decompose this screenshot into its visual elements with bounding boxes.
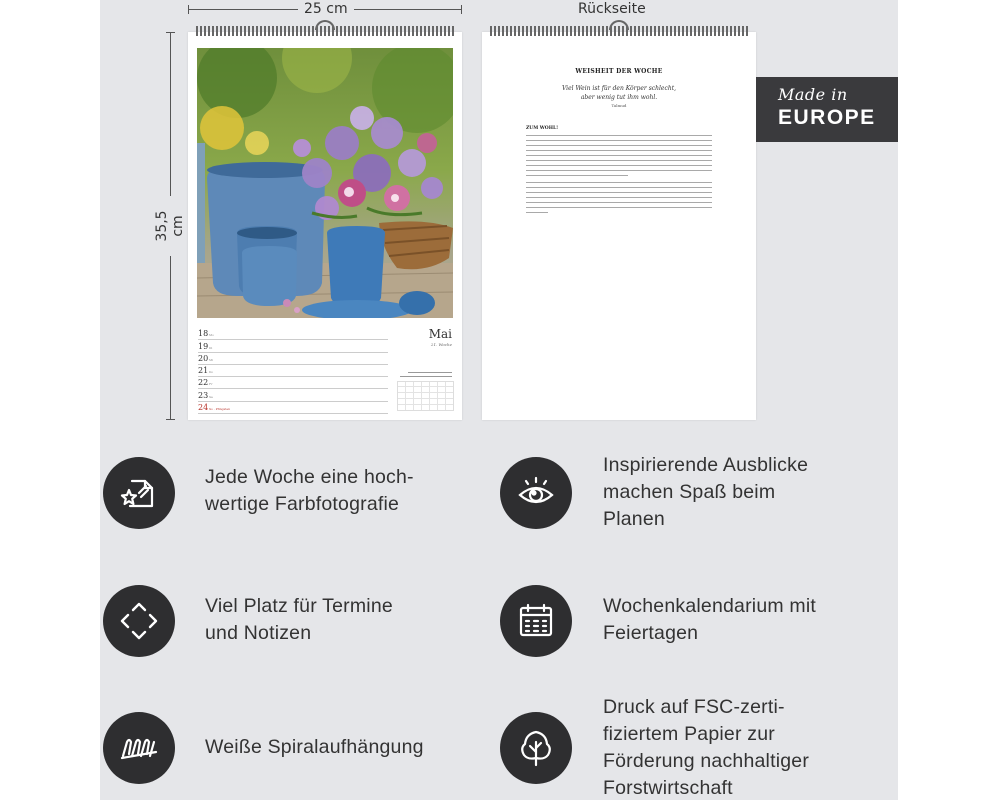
mini-month-calendar <box>397 381 454 411</box>
back-side-label: Rückseite <box>578 1 646 17</box>
spiral-icon <box>103 712 175 784</box>
feature-line: Planen <box>603 508 665 530</box>
day-row[interactable] <box>198 365 388 377</box>
article-paragraph-2 <box>526 182 712 217</box>
day-row[interactable] <box>198 353 388 365</box>
feature-text <box>205 593 393 647</box>
feature-line: Jede Woche eine hoch- <box>205 466 414 488</box>
day-number: 20 <box>198 353 209 363</box>
badge-europe: EUROPE <box>778 106 876 129</box>
day-abbr: So · Pfingsten <box>209 407 231 412</box>
feature-line: Förderung nachhaltiger <box>603 750 810 772</box>
feature-line: Feiertagen <box>603 622 699 644</box>
week-day-list <box>198 328 388 414</box>
article-paragraph-1 <box>526 135 712 180</box>
day-row[interactable] <box>198 328 388 340</box>
badge-made-in: Made in <box>778 85 848 104</box>
made-in-europe-badge <box>756 77 898 142</box>
tree-icon <box>500 712 572 784</box>
wisdom-quote <box>512 84 726 102</box>
day-number: 21 <box>198 366 209 376</box>
feature-line: wertige Farbfotografie <box>205 493 400 515</box>
moon-phase-info <box>394 370 452 377</box>
eye-icon <box>500 457 572 529</box>
height-dimension-cap-top <box>166 32 175 33</box>
quote-line: Viel Wein ist für den Körper schlecht, <box>561 85 677 92</box>
day-number: 18 <box>198 329 209 339</box>
feature-line: Forstwirtschaft <box>603 777 733 799</box>
feature-line: Wochenkalendarium mit <box>603 595 817 617</box>
wisdom-title: WEISHEIT DER WOCHE <box>575 68 663 75</box>
feature-line: Weiße Spiralaufhängung <box>205 736 424 758</box>
week-label: 21. Woche <box>430 342 452 347</box>
day-abbr: Sa <box>209 394 213 399</box>
month-name: Mai <box>428 327 452 341</box>
feature-line: Viel Platz für Termine <box>205 595 393 617</box>
feature-text <box>603 593 816 647</box>
feature-line: machen Spaß beim <box>603 481 776 503</box>
day-abbr: Do <box>209 370 214 375</box>
feature-text <box>603 452 808 533</box>
day-abbr: Mo <box>209 333 214 338</box>
star-document-icon <box>103 457 175 529</box>
article-heading: ZUM WOHL! <box>526 126 559 131</box>
day-abbr: Fr <box>209 382 213 387</box>
height-label: 35,5 cm <box>154 196 186 256</box>
width-label: 25 cm <box>298 1 354 17</box>
day-number: 22 <box>198 378 209 388</box>
calendar-back-sheet <box>482 32 756 420</box>
width-dimension-cap-right <box>461 5 462 14</box>
day-number: 23 <box>198 390 209 400</box>
quote-line: aber wenig tut ihm wohl. <box>580 94 658 101</box>
feature-line: fiziertem Papier zur <box>603 723 775 745</box>
day-abbr: Di <box>209 345 213 350</box>
day-row[interactable] <box>198 389 388 401</box>
day-number: 24 <box>198 403 209 413</box>
height-dimension-cap-bottom <box>166 419 175 420</box>
expand-arrows-icon <box>103 585 175 657</box>
day-row[interactable] <box>198 377 388 389</box>
width-dimension-cap-left <box>188 5 189 14</box>
day-number: 19 <box>198 341 209 351</box>
calendar-icon <box>500 585 572 657</box>
feature-line: und Notizen <box>205 622 312 644</box>
feature-line: Druck auf FSC-zerti- <box>603 696 785 718</box>
quote-author: Talmud <box>611 103 627 108</box>
calendar-front-sheet <box>188 32 462 420</box>
feature-text <box>205 734 424 761</box>
day-abbr: Mi <box>209 357 214 362</box>
day-row-holiday[interactable] <box>198 402 388 414</box>
feature-text <box>603 694 809 800</box>
day-row[interactable] <box>198 340 388 352</box>
flower-photo <box>197 48 453 318</box>
feature-text <box>205 464 414 518</box>
feature-line: Inspirierende Ausblicke <box>603 454 809 476</box>
